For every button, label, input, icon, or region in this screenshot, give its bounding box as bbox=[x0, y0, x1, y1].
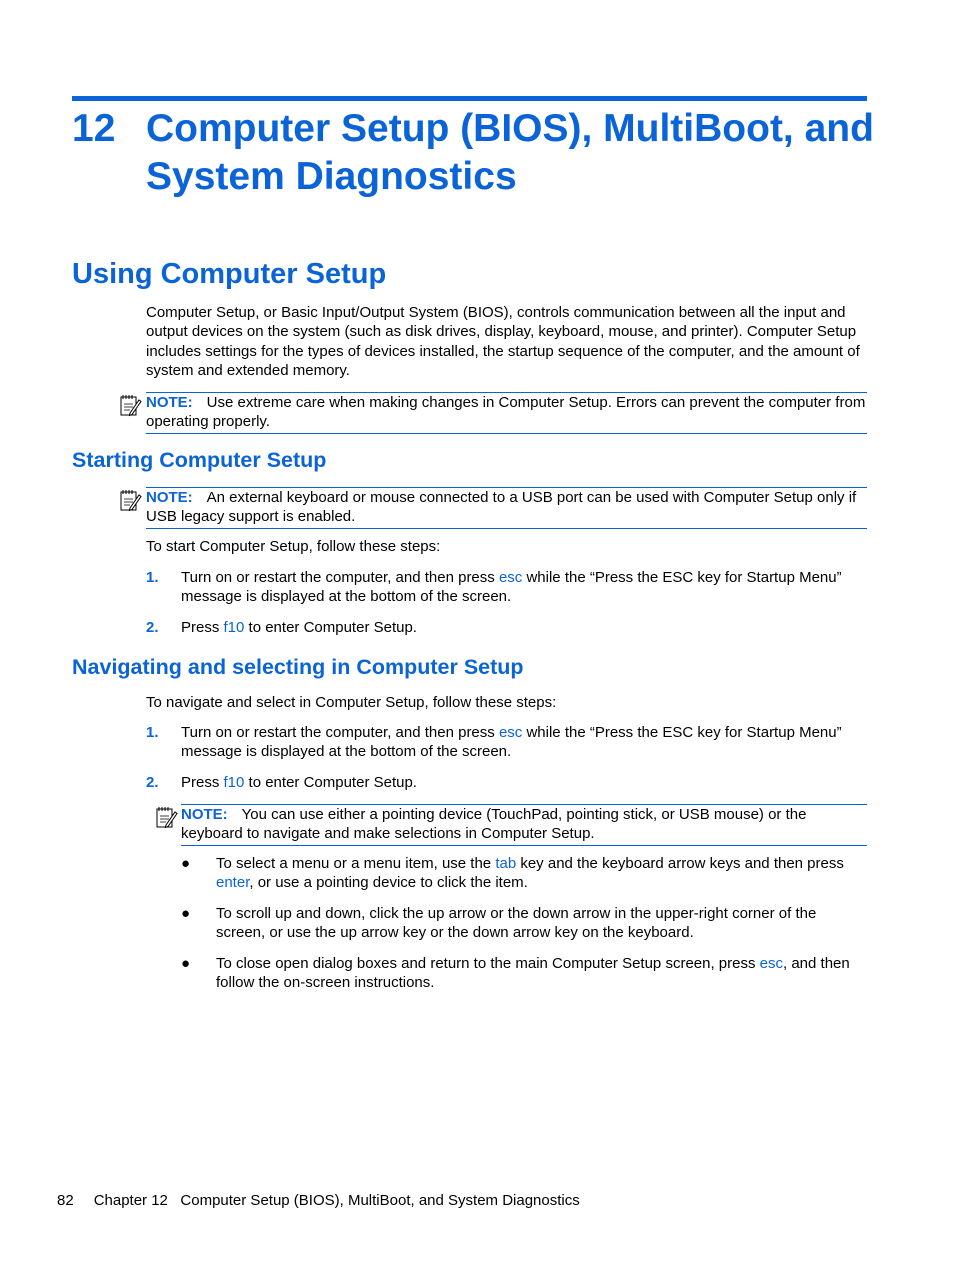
note-pad-icon bbox=[118, 488, 142, 512]
chapter-title: Computer Setup (BIOS), MultiBoot, and System Diagnostics bbox=[146, 107, 874, 198]
footer-chapter: Chapter 12 Computer Setup (BIOS), MultiBoot, and System Diagnostics bbox=[93, 1192, 580, 1209]
bullet-text: To select a menu or a menu item, use the tab key and the keyboard arrow keys and then press enter, or use a pointing device to click the item. bbox=[216, 855, 844, 892]
page-footer bbox=[57, 1191, 580, 1210]
key-esc: esc bbox=[759, 955, 783, 972]
step-text: Turn on or restart the computer, and then press esc while the “Press the ESC key for Startup Menu” message is displayed at the bottom of the screen. bbox=[181, 724, 842, 761]
key-f10: f10 bbox=[223, 774, 245, 791]
start-lead: To start Computer Setup, follow these steps: bbox=[146, 538, 441, 555]
chapter-number: 12 bbox=[72, 107, 116, 150]
note-text: You can use either a pointing device (TouchPad, pointing stick, or USB mouse) or the keyboard to navigate and make selections in Computer Setup. bbox=[181, 806, 807, 843]
key-esc: esc bbox=[498, 569, 523, 586]
step-number: 2. bbox=[146, 619, 159, 636]
bullet-text: To scroll up and down, click the up arrow or the down arrow in the upper-right corner of the screen, or use the up arrow key or the down arrow key on the keyboard. bbox=[216, 905, 817, 942]
section-heading-using: Using Computer Setup bbox=[72, 258, 387, 290]
navigate-lead: To navigate and select in Computer Setup, follow these steps: bbox=[146, 694, 557, 711]
note-label: NOTE: bbox=[181, 806, 228, 823]
key-f10: f10 bbox=[223, 619, 245, 636]
key-tab: tab bbox=[495, 855, 517, 872]
page-number: 82 bbox=[57, 1192, 74, 1209]
note-text: An external keyboard or mouse connected to a USB port can be used with Computer Setup only if USB legacy support is enabled. bbox=[146, 489, 857, 526]
note-box-navigating bbox=[181, 804, 867, 846]
note-box-starting bbox=[146, 487, 867, 529]
bullet-dot: ● bbox=[181, 855, 191, 872]
note-box-using bbox=[146, 392, 867, 434]
step-number: 2. bbox=[146, 774, 159, 791]
key-esc: esc bbox=[498, 724, 523, 741]
chapter-rule bbox=[72, 96, 867, 101]
bullet-dot: ● bbox=[181, 955, 191, 972]
note-label: NOTE: bbox=[146, 489, 193, 506]
bullet-text: To close open dialog boxes and return to the main Computer Setup screen, press esc, and then follow the on-screen instructions. bbox=[216, 955, 850, 992]
step-text: Press f10 to enter Computer Setup. bbox=[181, 774, 417, 791]
step-text: Turn on or restart the computer, and then press esc while the “Press the ESC key for Startup Menu” message is displayed at the bottom of the screen. bbox=[181, 569, 842, 606]
step-number: 1. bbox=[146, 724, 159, 741]
note-pad-icon bbox=[154, 805, 178, 829]
step-number: 1. bbox=[146, 569, 159, 586]
note-pad-icon bbox=[118, 393, 142, 417]
note-text: Use extreme care when making changes in Computer Setup. Errors can prevent the computer from operating properly. bbox=[146, 394, 866, 431]
step-text: Press f10 to enter Computer Setup. bbox=[181, 619, 417, 636]
bullet-dot: ● bbox=[181, 905, 191, 922]
intro-paragraph: Computer Setup, or Basic Input/Output System (BIOS), controls communication between all the input and output devices on the system (such as disk drives, display, keyboard, mouse, and printer). Computer Setup includes settings for the types of devices installed, the startup sequence of the computer, and the amount of system and extended memory. bbox=[146, 304, 860, 379]
section-heading-navigating: Navigating and selecting in Computer Setup bbox=[72, 655, 524, 679]
note-label: NOTE: bbox=[146, 394, 193, 411]
section-heading-starting: Starting Computer Setup bbox=[72, 448, 327, 472]
key-enter: enter bbox=[216, 874, 250, 892]
